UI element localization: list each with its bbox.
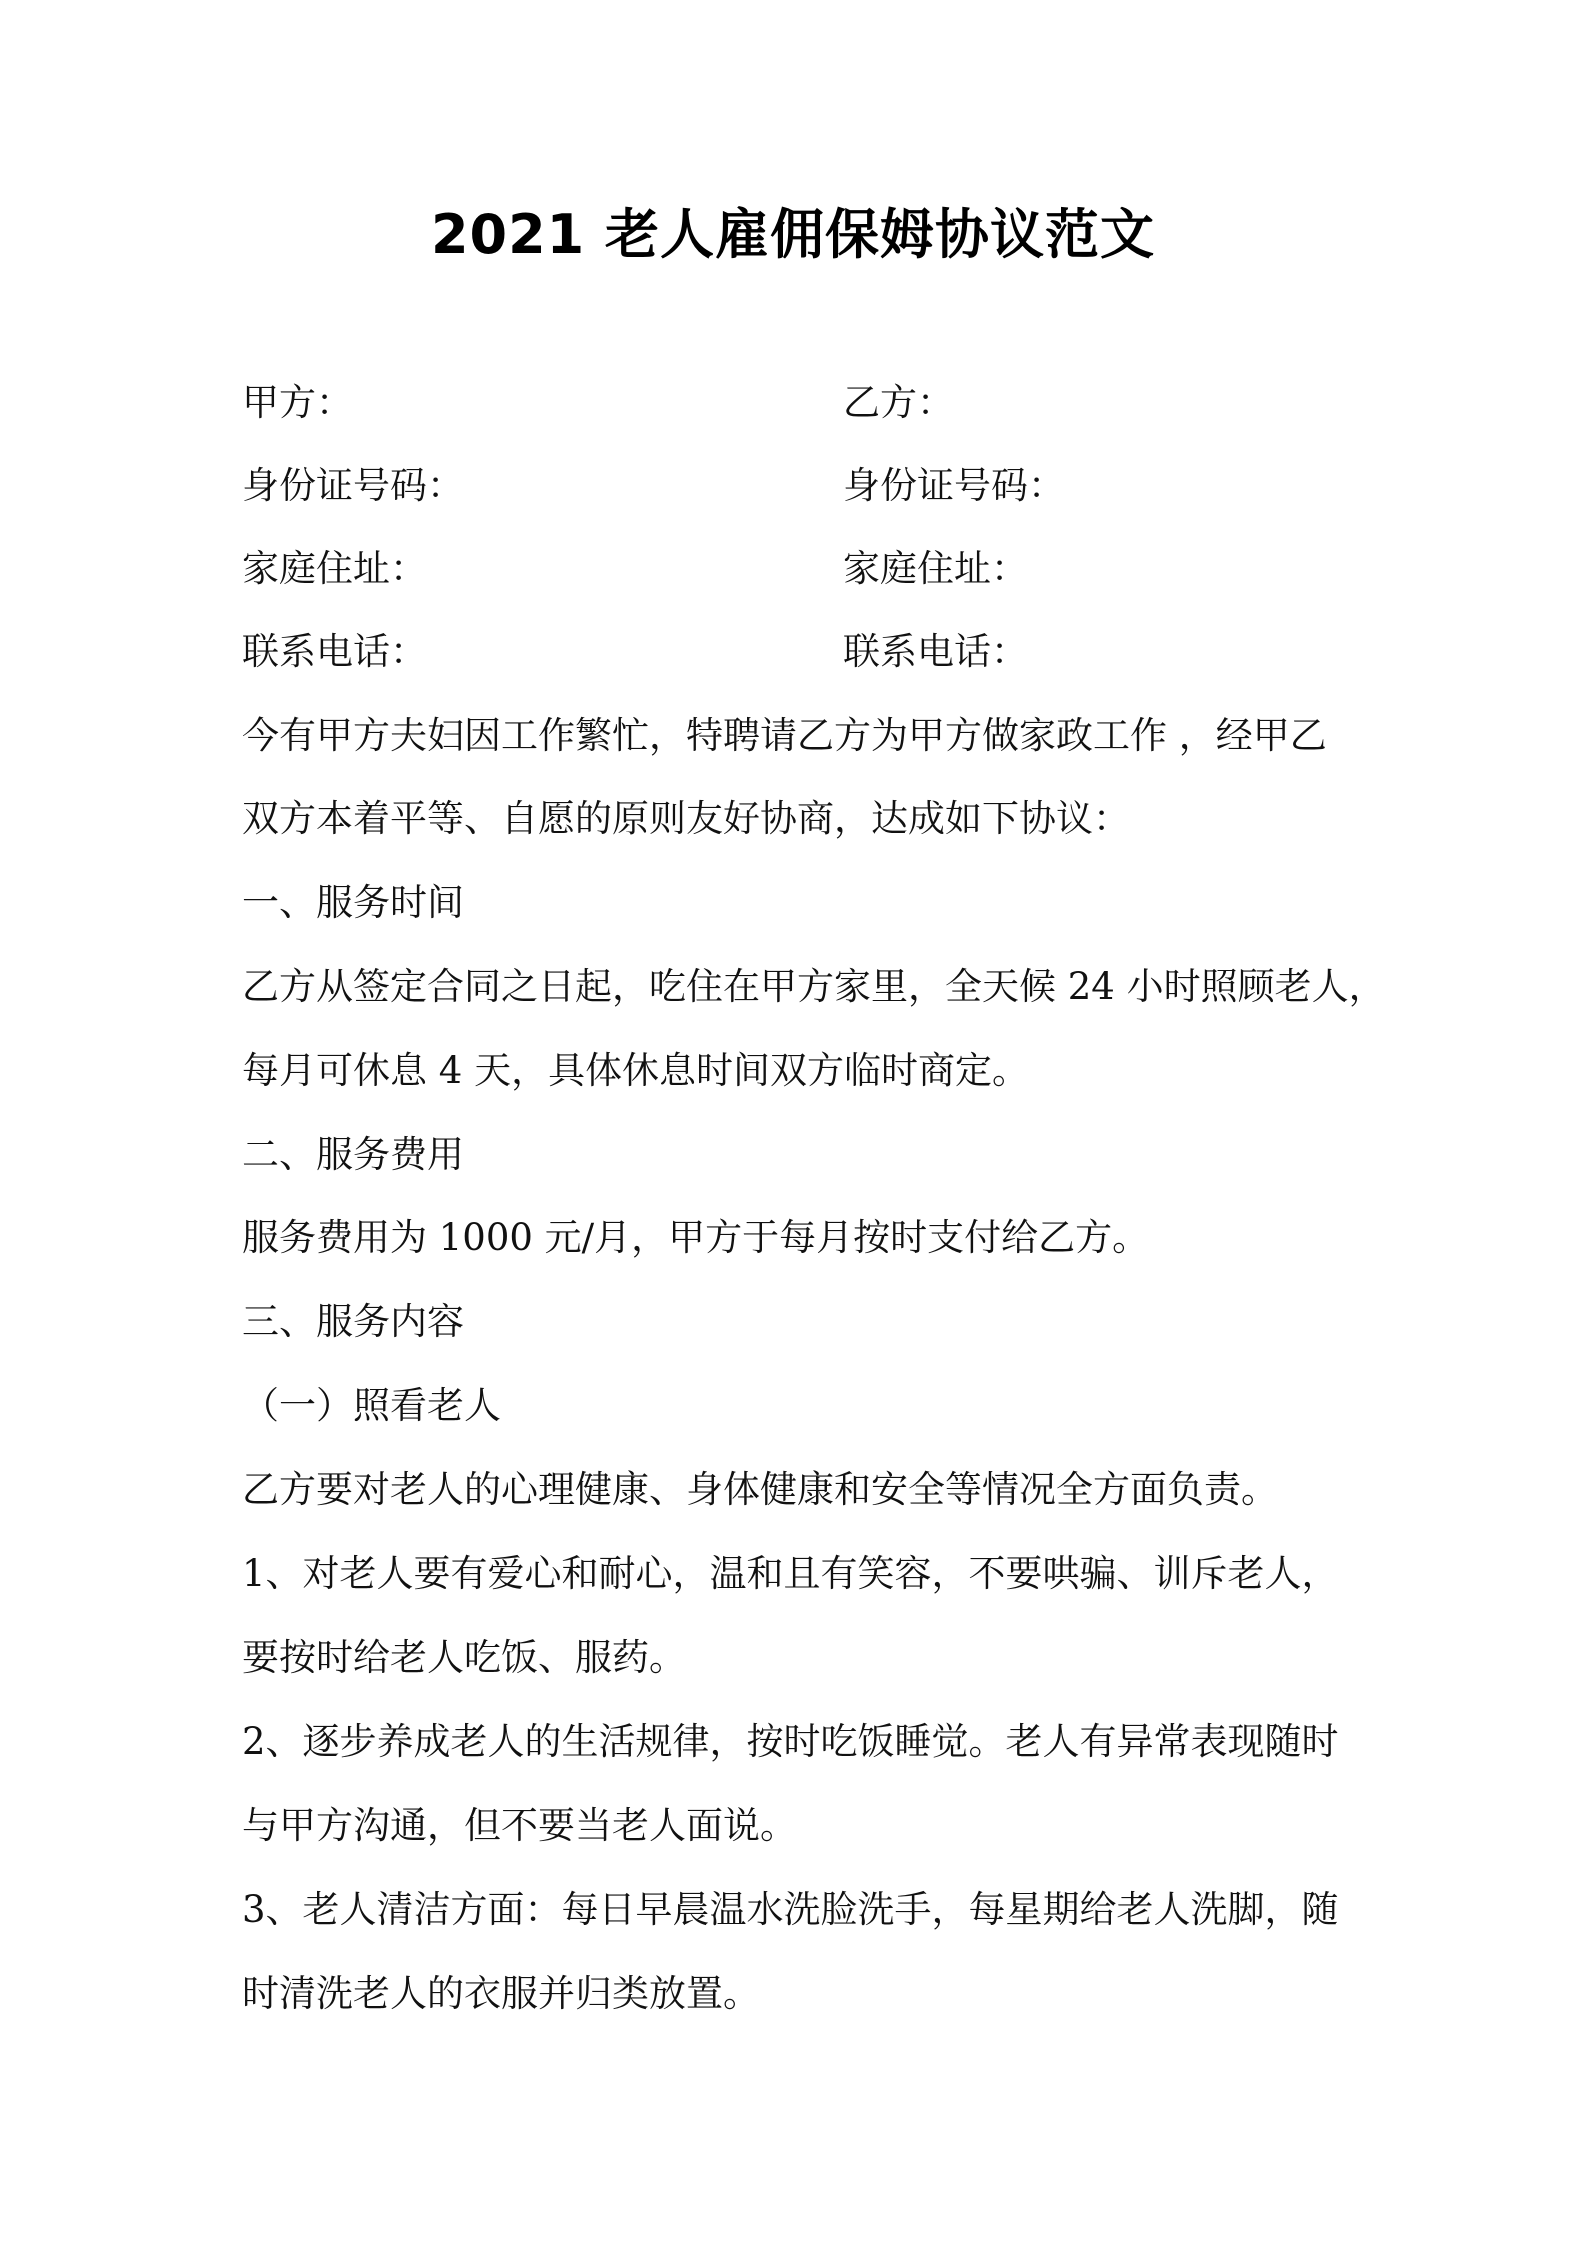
section-3-heading: 三、服务内容 [242,1300,464,1343]
subsection-1-heading: （一）照看老人 [242,1384,501,1427]
item-2-line-1: 2、逐步养成老人的生活规律，按时吃饭睡觉。老人有异常表现随时 [242,1720,1339,1763]
party-b-address-label: 家庭住址： [843,547,1028,590]
intro-paragraph-line-2: 双方本着平等、自愿的原则友好协商，达成如下协议： [242,797,1130,840]
item-3-line-2: 时清洗老人的衣服并归类放置。 [242,1972,760,2015]
section-1-heading: 一、服务时间 [242,881,464,924]
section-2-text: 服务费用为 1000 元/月，甲方于每月按时支付给乙方。 [242,1216,1150,1259]
item-1-line-1: 1、对老人要有爱心和耐心，温和且有笑容，不要哄骗、训斥老人， [242,1552,1339,1595]
party-a-address-label: 家庭住址： [242,547,427,590]
section-1-text-line-2: 每月可休息 4 天，具体休息时间双方临时商定。 [242,1049,1030,1092]
party-b-label: 乙方： [843,381,954,424]
item-3-line-1: 3、老人清洁方面：每日早晨温水洗脸洗手，每星期给老人洗脚，随 [242,1888,1339,1931]
party-a-phone-label: 联系电话： [242,630,427,673]
section-2-heading: 二、服务费用 [242,1133,464,1176]
item-1-line-2: 要按时给老人吃饭、服药。 [242,1636,686,1679]
item-2-line-2: 与甲方沟通，但不要当老人面说。 [242,1804,797,1847]
party-b-id-label: 身份证号码： [843,464,1065,507]
party-b-phone-label: 联系电话： [843,630,1028,673]
subsection-1-intro: 乙方要对老人的心理健康、身体健康和安全等情况全方面负责。 [242,1468,1278,1511]
section-1-text-line-1: 乙方从签定合同之日起，吃住在甲方家里，全天候 24 小时照顾老人， [242,965,1386,1008]
party-a-id-label: 身份证号码： [242,464,464,507]
document-title: 2021 老人雇佣保姆协议范文 [430,203,1156,266]
party-a-label: 甲方： [242,381,353,424]
intro-paragraph-line-1: 今有甲方夫妇因工作繁忙，特聘请乙方为甲方做家政工作 ，经甲乙 [242,714,1327,757]
